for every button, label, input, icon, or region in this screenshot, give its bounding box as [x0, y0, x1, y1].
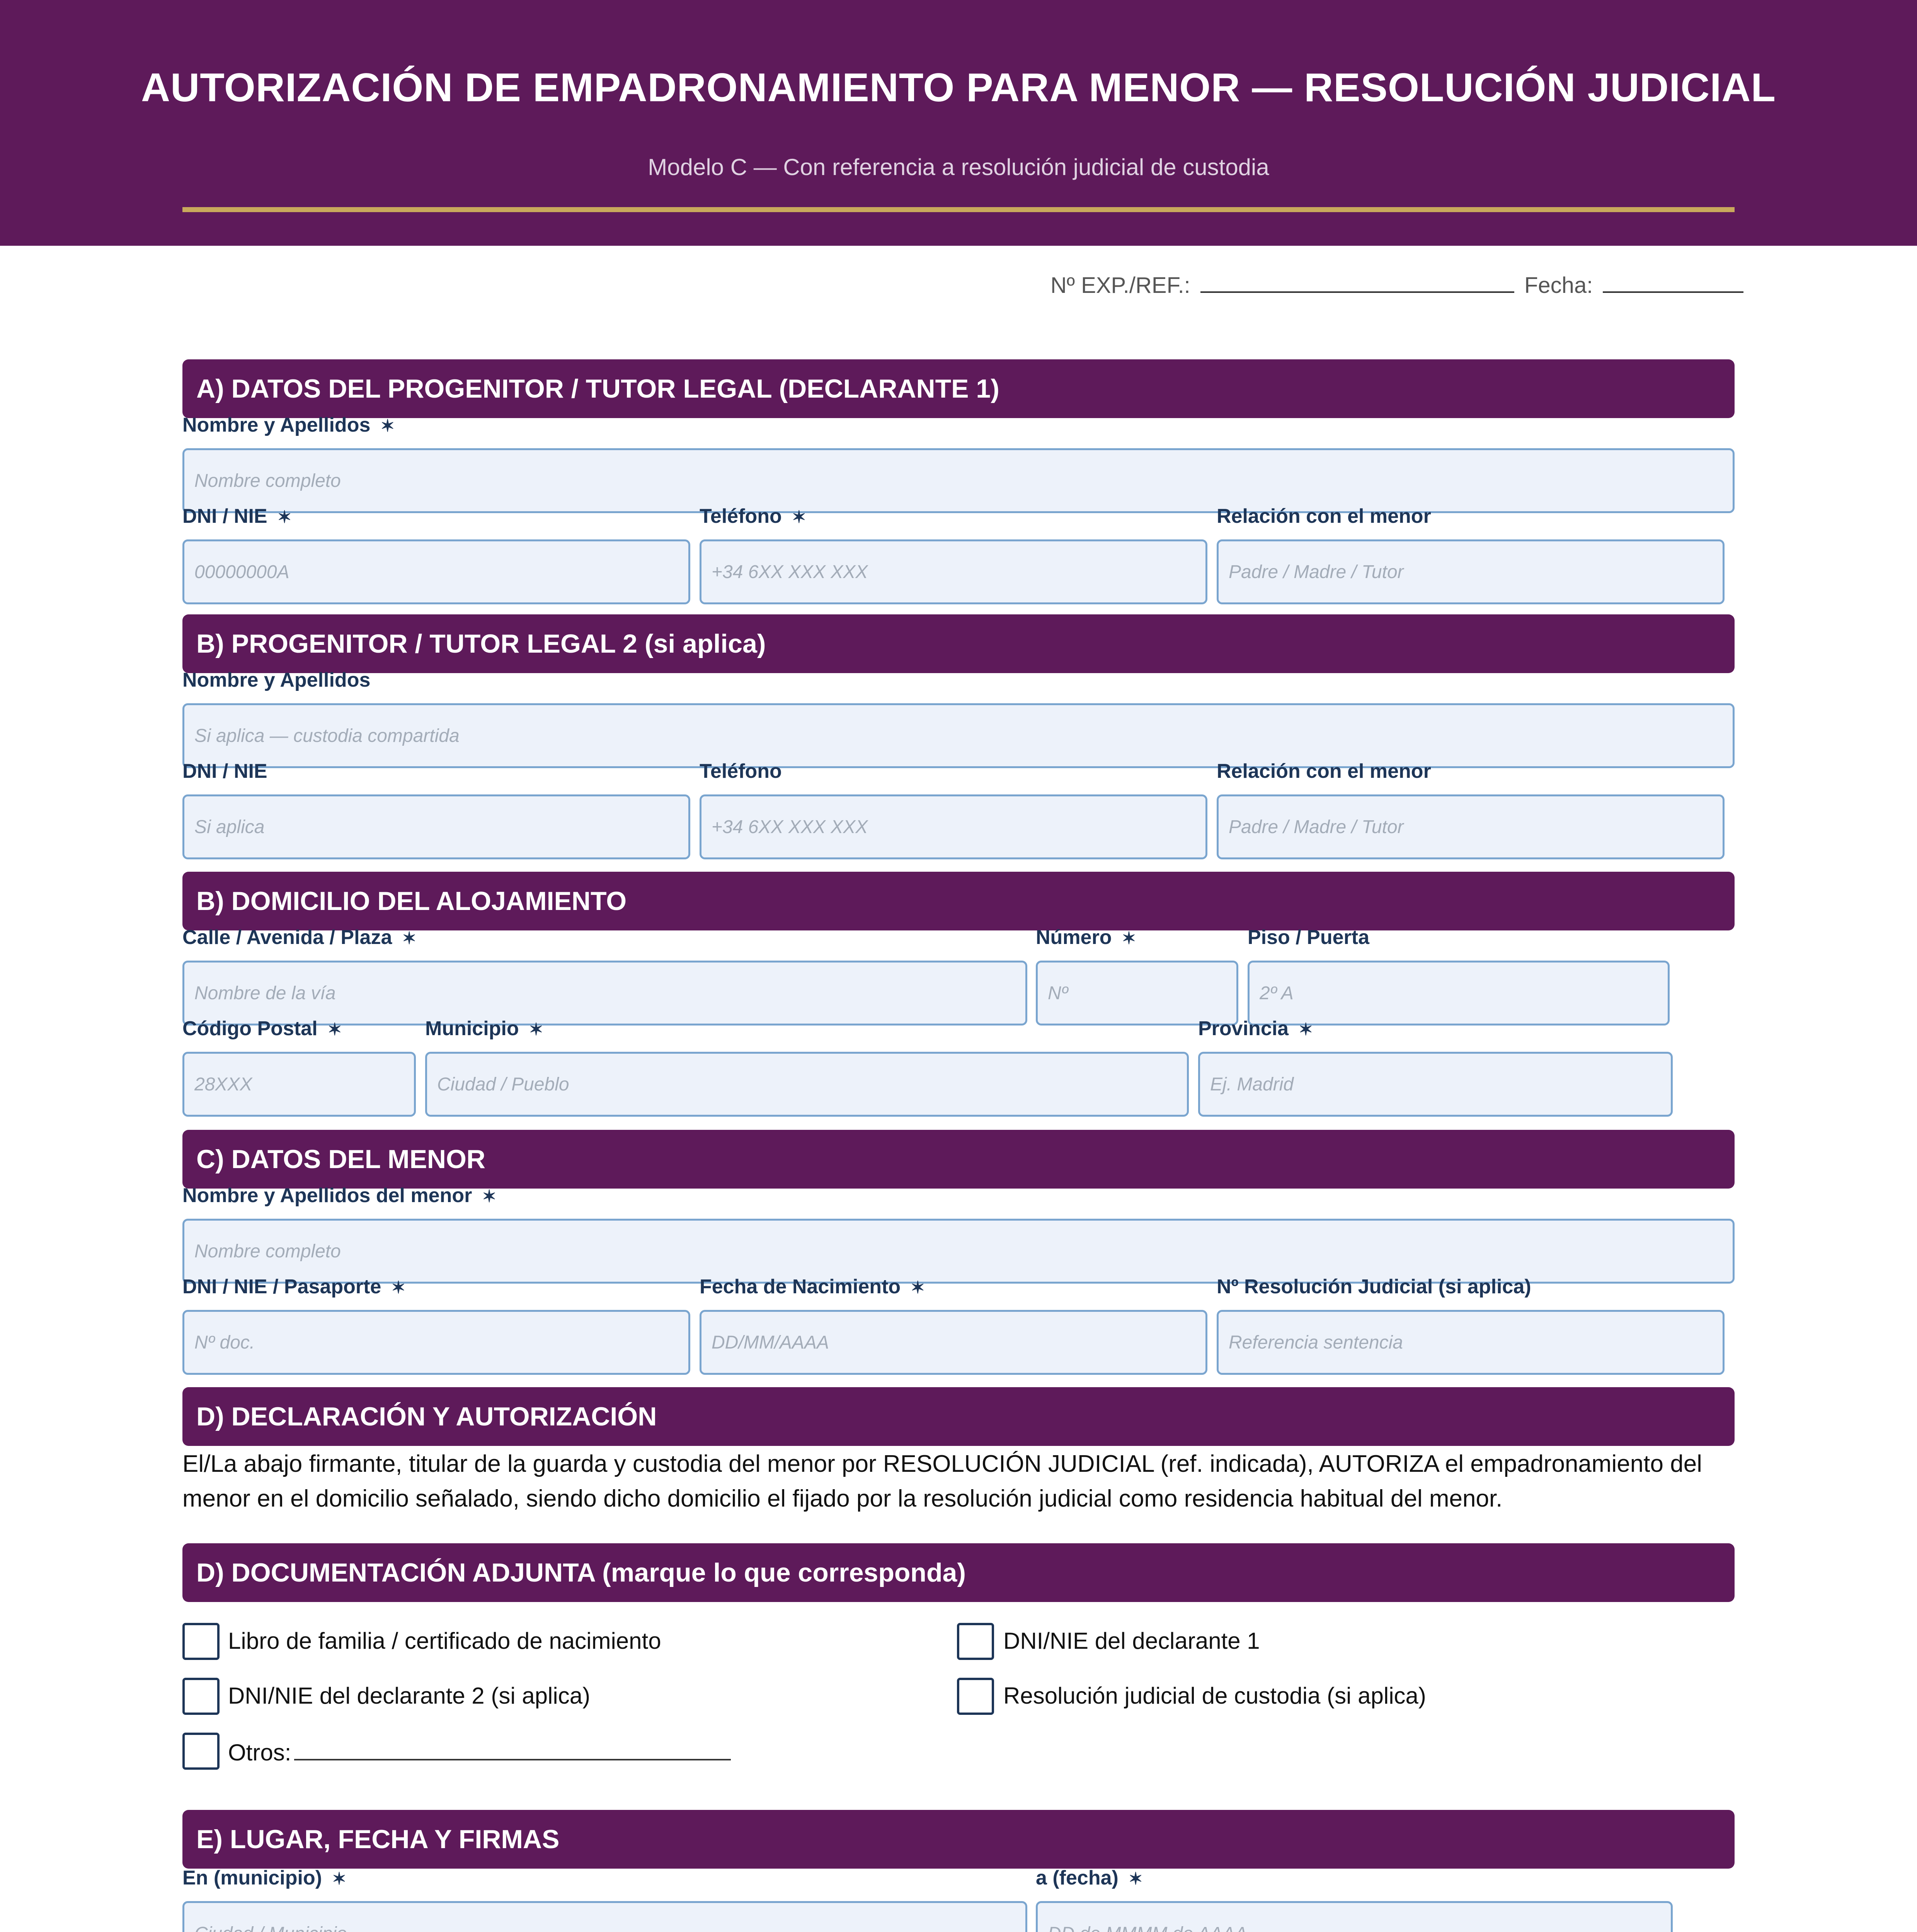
section-b1-header: B) PROGENITOR / TUTOR LEGAL 2 (si aplica) [182, 614, 1735, 673]
checkbox-label: DNI/NIE del declarante 1 [1003, 1628, 1260, 1654]
declarante2-telefono-label: Teléfono [700, 760, 782, 782]
fecha-line[interactable] [1603, 270, 1743, 293]
fecha-group [1524, 270, 1743, 298]
menor-resolucion-label: Nº Resolución Judicial (si aplica) [1217, 1276, 1531, 1298]
declarante2-nombre-label: Nombre y Apellidos [182, 669, 371, 691]
declarante2-nombre-input[interactable] [182, 703, 1735, 768]
menor-resolucion-input[interactable] [1217, 1310, 1725, 1375]
provincia-input[interactable] [1198, 1052, 1673, 1117]
required-mark: ✶ [529, 1020, 543, 1039]
numero-input[interactable] [1036, 961, 1238, 1026]
checkbox-libro-familia[interactable] [182, 1623, 220, 1660]
header-divider [182, 207, 1735, 212]
menor-nacimiento-input[interactable] [700, 1310, 1207, 1375]
declarante1-nombre-input[interactable] [182, 448, 1735, 513]
numero-label: Número ✶ [1036, 926, 1136, 949]
required-mark: ✶ [391, 1278, 406, 1297]
lugar-label: En (municipio) ✶ [182, 1867, 346, 1889]
declaracion-text: El/La abajo firmante, titular de la guarda y custodia del menor por RESOLUCIÓN JUDICIAL (ref. indicada), AUTORIZA el empadronamiento del menor en el domicilio señalado, siendo dicho domicilio el fijado por la resolución judicial como residencia habitual del menor. [182, 1451, 1702, 1512]
section-d2-header: D) DOCUMENTACIÓN ADJUNTA (marque lo que corresponda) [182, 1543, 1735, 1602]
document-title: AUTORIZACIÓN DE EMPADRONAMIENTO PARA MENOR — RESOLUCIÓN JUDICIAL [141, 65, 1776, 110]
menor-nacimiento-label: Fecha de Nacimiento ✶ [700, 1276, 925, 1298]
checkbox-label: DNI/NIE del declarante 2 (si aplica) [228, 1683, 591, 1709]
required-mark: ✶ [1128, 1869, 1143, 1888]
declarante1-dni-label: DNI / NIE ✶ [182, 505, 292, 527]
declarante2-relacion-label: Relación con el menor [1217, 760, 1431, 782]
section-c-header: C) DATOS DEL MENOR [182, 1130, 1735, 1189]
declarante2-relacion-input[interactable] [1217, 794, 1725, 859]
fecha-firma-input[interactable] [1036, 1901, 1673, 1932]
declarante2-telefono-input[interactable] [700, 794, 1207, 859]
municipio-input[interactable] [425, 1052, 1189, 1117]
declarante1-telefono-input[interactable] [700, 539, 1207, 604]
required-mark: ✶ [482, 1187, 497, 1206]
section-b2-header: B) DOMICILIO DEL ALOJAMIENTO [182, 872, 1735, 930]
cp-label: Código Postal ✶ [182, 1017, 342, 1040]
calle-input[interactable] [182, 961, 1027, 1026]
menor-nombre-input[interactable] [182, 1219, 1735, 1284]
declarante2-dni-label: DNI / NIE [182, 760, 267, 782]
declarante2-dni-input[interactable] [182, 794, 690, 859]
fecha-firma-label: a (fecha) ✶ [1036, 1867, 1143, 1889]
menor-doc-input[interactable] [182, 1310, 690, 1375]
required-mark: ✶ [1299, 1020, 1313, 1039]
header-band [0, 0, 1917, 246]
required-mark: ✶ [402, 929, 417, 948]
required-mark: ✶ [327, 1020, 342, 1039]
exp-ref-label: Nº EXP./REF.: [1050, 273, 1190, 298]
required-mark: ✶ [380, 417, 395, 435]
declarante1-telefono-label: Teléfono ✶ [700, 505, 806, 527]
piso-input[interactable] [1248, 961, 1670, 1026]
calle-label: Calle / Avenida / Plaza ✶ [182, 926, 417, 949]
checkbox-label: Otros: [228, 1737, 731, 1766]
required-mark: ✶ [277, 508, 292, 527]
section-a-header: A) DATOS DEL PROGENITOR / TUTOR LEGAL (DECLARANTE 1) [182, 359, 1735, 418]
menor-nombre-label: Nombre y Apellidos del menor ✶ [182, 1184, 497, 1207]
required-mark: ✶ [332, 1869, 346, 1888]
cp-input[interactable] [182, 1052, 416, 1117]
document-subtitle: Modelo C — Con referencia a resolución judicial de custodia [648, 154, 1269, 180]
provincia-label: Provincia ✶ [1198, 1017, 1313, 1040]
fecha-label: Fecha: [1524, 273, 1593, 298]
checkbox-resolucion-judicial[interactable] [957, 1678, 994, 1715]
exp-ref-group [1050, 270, 1514, 298]
exp-ref-line[interactable] [1200, 270, 1514, 293]
checkbox-label: Resolución judicial de custodia (si aplica) [1003, 1683, 1426, 1709]
checkbox-otros[interactable] [182, 1733, 220, 1770]
checkbox-dni-declarante1[interactable] [957, 1623, 994, 1660]
otros-line[interactable] [294, 1737, 731, 1760]
municipio-label: Municipio ✶ [425, 1017, 543, 1040]
section-e-header: E) LUGAR, FECHA Y FIRMAS [182, 1810, 1735, 1869]
required-mark: ✶ [792, 508, 806, 527]
declarante1-dni-input[interactable] [182, 539, 690, 604]
required-mark: ✶ [1122, 929, 1136, 948]
declarante1-relacion-label: Relación con el menor [1217, 505, 1431, 527]
declarante1-relacion-input[interactable] [1217, 539, 1725, 604]
piso-label: Piso / Puerta [1248, 926, 1369, 949]
checkbox-label: Libro de familia / certificado de nacimiento [228, 1628, 661, 1654]
required-mark: ✶ [911, 1278, 925, 1297]
lugar-input[interactable] [182, 1901, 1027, 1932]
checkbox-dni-declarante2[interactable] [182, 1678, 220, 1715]
menor-doc-label: DNI / NIE / Pasaporte ✶ [182, 1276, 406, 1298]
declarante1-nombre-label: Nombre y Apellidos ✶ [182, 414, 395, 436]
section-d1-header: D) DECLARACIÓN Y AUTORIZACIÓN [182, 1387, 1735, 1446]
